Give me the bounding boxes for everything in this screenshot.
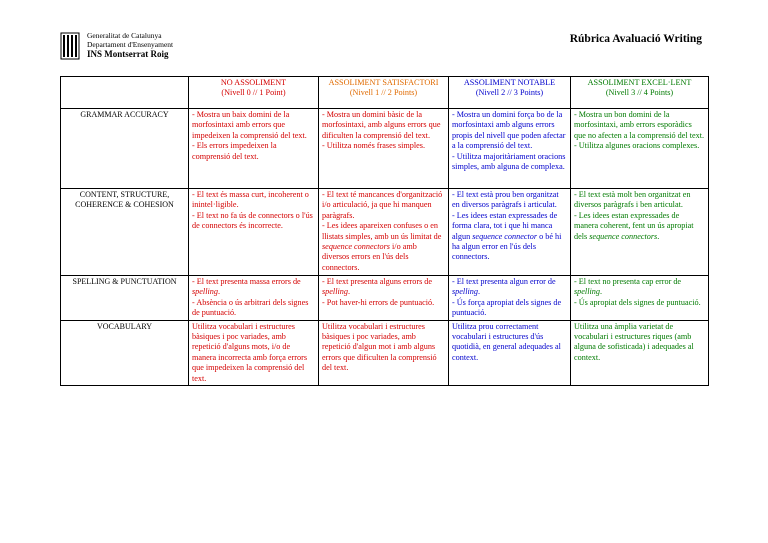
descriptor-line: - Els errors impedeixen la comprensió del text. — [192, 141, 277, 161]
level-points: (Nivell 3 // 4 Points) — [605, 88, 674, 97]
rubric-cell-level-0 — [189, 109, 319, 189]
document-title: Rúbrica Avaluació Writing — [569, 33, 702, 45]
descriptor-line: - Ús apropiat dels signes de puntuació. — [574, 297, 701, 307]
level-name: NO ASSOLIMENT — [220, 78, 287, 87]
rubric-cell-level-0 — [189, 189, 319, 276]
descriptor-line: - Absència o ús arbitrari dels signes de puntuació. — [192, 297, 309, 318]
descriptor-line: - Utilitza només frases simples. — [322, 141, 426, 151]
rubric-cell-level-1 — [319, 189, 449, 276]
rubric-row — [61, 189, 709, 276]
corner-cell — [61, 77, 189, 109]
rubric-cell-level-2 — [449, 109, 571, 189]
school-name: INS Montserrat Roig — [87, 49, 169, 59]
descriptor-line: - Ús força apropiat dels signes de puntuació. — [452, 297, 562, 318]
level-name: ASSOLIMENT EXCEL·LENT — [587, 78, 692, 87]
criterion-label: SPELLING & PUNCTUATION — [61, 276, 189, 321]
descriptor-line: - Utilitza algunes oracions complexes. — [574, 141, 700, 151]
descriptor-line: - Les idees apareixen confuses o en llistats simples, amb un ús limitat de sequence connectors i/o amb diversos errors en l'ús dels connectors. — [322, 221, 442, 272]
descriptor-line: - El text està prou ben organitzat en diversos paràgrafs i articulat. — [452, 190, 559, 210]
generalitat-logo-icon — [60, 32, 80, 60]
rubric-cell-level-0 — [189, 276, 319, 321]
descriptor-line: - Pot haver-hi errors de puntuació. — [322, 297, 435, 307]
rubric-cell-level-3 — [571, 276, 709, 321]
descriptor-line: - El text no fa ús de connectors o l'ús de connectors és incorrecte. — [192, 210, 313, 231]
criterion-label: VOCABULARY — [61, 320, 189, 385]
descriptor-line: Utilitza una àmplia varietat de vocabulari i estructures riques (amb alguna de sofisticada) i adequades al context. — [574, 321, 694, 362]
rubric-cell-level-3 — [571, 109, 709, 189]
descriptor-line: Utilitza prou correctament vocabulari i estructures d'ús quotidià, en general adequades al context. — [452, 321, 561, 362]
level-points: (Nivell 2 // 3 Points) — [475, 88, 544, 97]
rubric-table — [60, 76, 709, 386]
org-line-1: Generalitat de Catalunya — [87, 31, 162, 40]
document-header — [60, 30, 710, 70]
rubric-cell-level-3 — [571, 189, 709, 276]
level-header-0 — [189, 77, 319, 109]
descriptor-line: - El text és massa curt, incoherent o inintel·ligible. — [192, 190, 309, 210]
descriptor-line: Utilitza vocabulari i estructures bàsiques i poc variades, amb repetició d'algun mot i amb alguns errors que dificulten la comprensió del text. — [322, 321, 437, 373]
rubric-cell-level-1 — [319, 276, 449, 321]
rubric-row — [61, 109, 709, 189]
rubric-cell-level-2 — [449, 189, 571, 276]
rubric-cell-level-0 — [189, 320, 319, 385]
level-header-2 — [449, 77, 571, 109]
descriptor-line: - Les idees estan expressades de manera coherent, fent un ús apropiat dels sequence connectors. — [574, 210, 694, 241]
rubric-body — [61, 109, 709, 386]
criterion-label: GRAMMAR ACCURACY — [61, 109, 189, 189]
descriptor-line: - Mostra un domini força bo de la morfosintaxi amb alguns errors propis del nivell que poden afectar a la comprensió del text. — [452, 110, 566, 151]
level-points: (Nivell 0 // 1 Point) — [221, 88, 286, 97]
rubric-cell-level-3 — [571, 320, 709, 385]
rubric-cell-level-2 — [449, 320, 571, 385]
descriptor-line: - Mostra un baix domini de la morfosintaxi amb errors que impedeixen la comprensió del text. — [192, 110, 307, 140]
rubric-cell-level-2 — [449, 276, 571, 321]
descriptor-line: - Utilitza majoritàriament oracions simples, amb alguna de complexa. — [452, 151, 566, 172]
descriptor-line: - El text presenta massa errors de spelling. — [192, 277, 301, 297]
org-line-2: Departament d'Ensenyament — [87, 40, 174, 49]
descriptor-line: - El text té mancances d'organització i/o articulació, ja que hi manquen paràgrafs. — [322, 190, 443, 220]
criterion-label: CONTENT, STRUCTURE, COHERENCE & COHESION — [61, 189, 189, 276]
rubric-row — [61, 320, 709, 385]
descriptor-line: - Mostra un bon domini de la morfosintaxi, amb errors esporàdics que no afecten a la comprensió del text. — [574, 110, 705, 140]
level-header-3 — [571, 77, 709, 109]
organization-block — [87, 31, 173, 60]
level-header-1 — [319, 77, 449, 109]
descriptor-line: - Mostra un domini bàsic de la morfosintaxi, amb alguns errors que dificulten la comprensió del text. — [322, 110, 441, 140]
level-name: ASSOLIMENT SATISFACTORI — [328, 78, 439, 87]
descriptor-line: - El text presenta alguns errors de spelling. — [322, 277, 433, 297]
rubric-cell-level-1 — [319, 109, 449, 189]
descriptor-line: - Les idees estan expressades de forma clara, tot i que hi manca algun sequence connector o bé hi ha algun error en l'ús dels connectors. — [452, 210, 562, 262]
header-row — [61, 77, 709, 109]
descriptor-line: - El text presenta algun error de spelling. — [452, 277, 556, 297]
descriptor-line: - El text està molt ben organitzat en diversos paràgrafs i ben articulat. — [574, 190, 691, 210]
descriptor-line: - El text no presenta cap error de spelling. — [574, 277, 682, 297]
level-name: ASSOLIMENT NOTABLE — [463, 78, 556, 87]
level-points: (Nivell 1 // 2 Points) — [349, 88, 418, 97]
descriptor-line: Utilitza vocabulari i estructures bàsiques i poc variades, amb repetició d'alguns mots, i/o de manera incorrecta amb força errors que impedeixen la comprensió del text. — [192, 321, 308, 383]
rubric-cell-level-1 — [319, 320, 449, 385]
rubric-row — [61, 276, 709, 321]
